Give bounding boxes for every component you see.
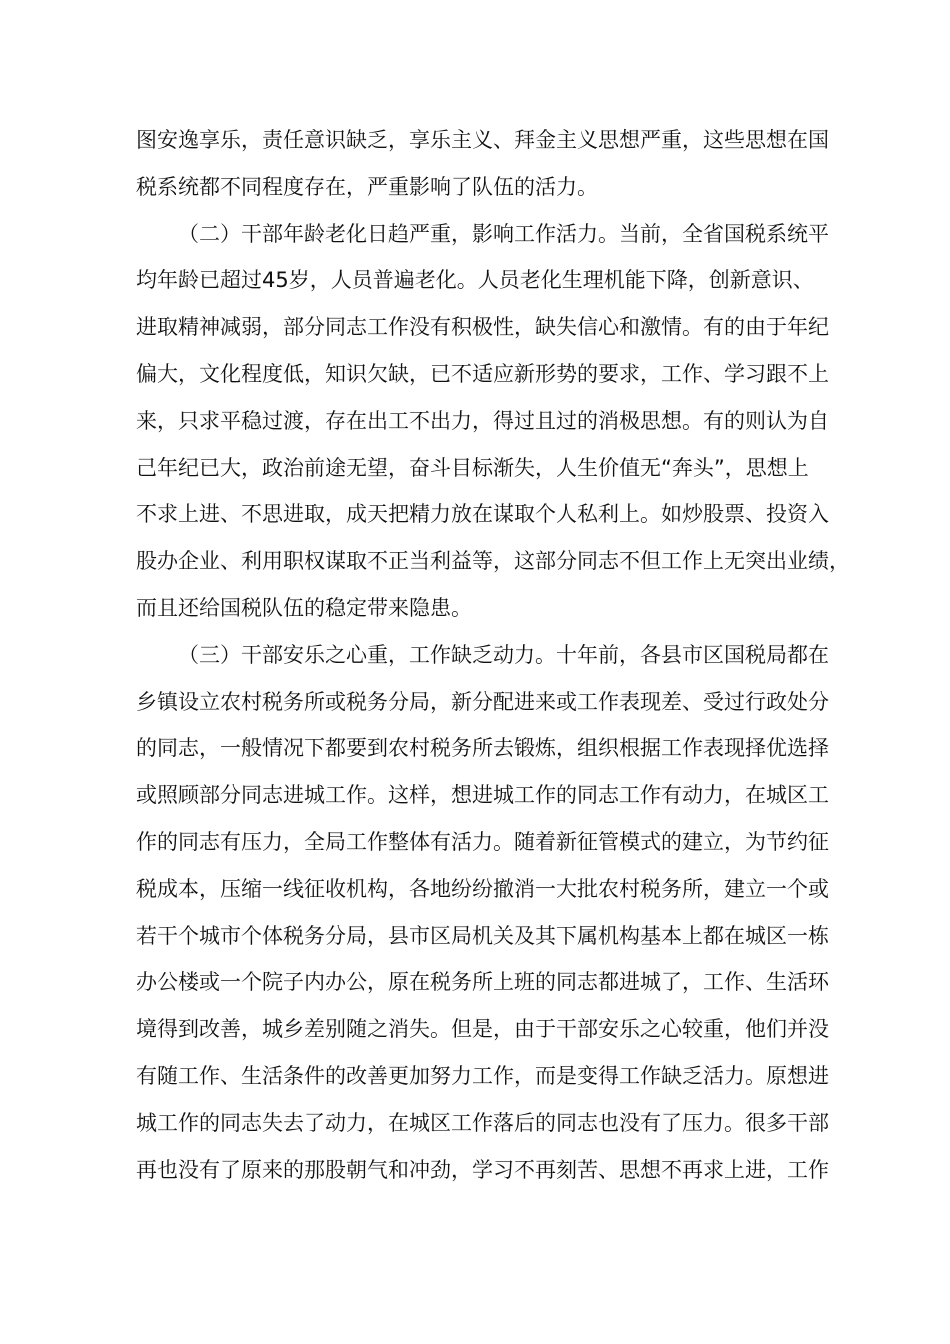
paragraph-heading-line: （三）干部安乐之心重，工作缺乏动力。十年前，各县市区国税局都在	[178, 642, 829, 667]
text-line: 境得到改善，城乡差别随之消失。但是，由于干部安乐之心较重，他们并没	[136, 1017, 829, 1042]
text-line: 而且还给国税队伍的稳定带来隐患。	[136, 595, 472, 620]
text-line: 乡镇设立农村税务所或税务分局，新分配进来或工作表现差、受过行政处分	[136, 689, 829, 714]
text-line: 若干个城市个体税务分局，县市区局机关及其下属机构基本上都在城区一栋	[136, 923, 829, 948]
text-line: 作的同志有压力，全局工作整体有活力。随着新征管模式的建立，为节约征	[136, 829, 829, 854]
text-line: 税系统都不同程度存在，严重影响了队伍的活力。	[136, 174, 598, 199]
text-line: 进取精神减弱，部分同志工作没有积极性，缺失信心和激情。有的由于年纪	[136, 315, 829, 340]
text-line: 不求上进、不思进取，成天把精力放在谋取个人私利上。如炒股票、投资入	[136, 502, 829, 527]
text-line: 来，只求平稳过渡，存在出工不出力，得过且过的消极思想。有的则认为自	[136, 408, 829, 433]
text-line: 税成本，压缩一线征收机构，各地纷纷撤消一大批农村税务所，建立一个或	[136, 876, 829, 901]
text-line: 股办企业、利用职权谋取不正当利益等，这部分同志不但工作上无突出业绩，	[136, 549, 850, 574]
paragraph-cadre-aging	[136, 211, 856, 632]
text-line: 城工作的同志失去了动力，在城区工作落后的同志也没有了压力。很多干部	[136, 1110, 829, 1135]
paragraph-heading-line: （二）干部年龄老化日趋严重，影响工作活力。当前，全省国税系统平	[178, 221, 829, 246]
paragraph-complacency	[136, 632, 856, 1194]
document-body	[136, 117, 856, 1193]
text-line: 的同志，一般情况下都要到农村税务所去锻炼，组织根据工作表现择优选择	[136, 736, 829, 761]
text-line: 图安逸享乐，责任意识缺乏，享乐主义、拜金主义思想严重，这些思想在国	[136, 128, 829, 152]
text-line: 办公楼或一个院子内办公，原在税务所上班的同志都进城了，工作、生活环	[136, 970, 829, 995]
text-line: 有随工作、生活条件的改善更加努力工作，而是变得工作缺乏活力。原想进	[136, 1063, 829, 1088]
paragraph-continued	[136, 117, 856, 211]
text-line: 均年龄已超过45岁，人员普遍老化。人员老化生理机能下降，创新意识、	[136, 268, 814, 293]
text-line: 或照顾部分同志进城工作。这样，想进城工作的同志工作有动力，在城区工	[136, 783, 829, 808]
text-line: 己年纪已大，政治前途无望，奋斗目标渐失，人生价值无“奔头”，思想上	[136, 455, 809, 480]
text-line: 偏大，文化程度低，知识欠缺，已不适应新形势的要求，工作、学习跟不上	[136, 361, 829, 386]
text-line: 再也没有了原来的那股朝气和冲劲，学习不再刻苦、思想不再求上进，工作	[136, 1157, 829, 1182]
